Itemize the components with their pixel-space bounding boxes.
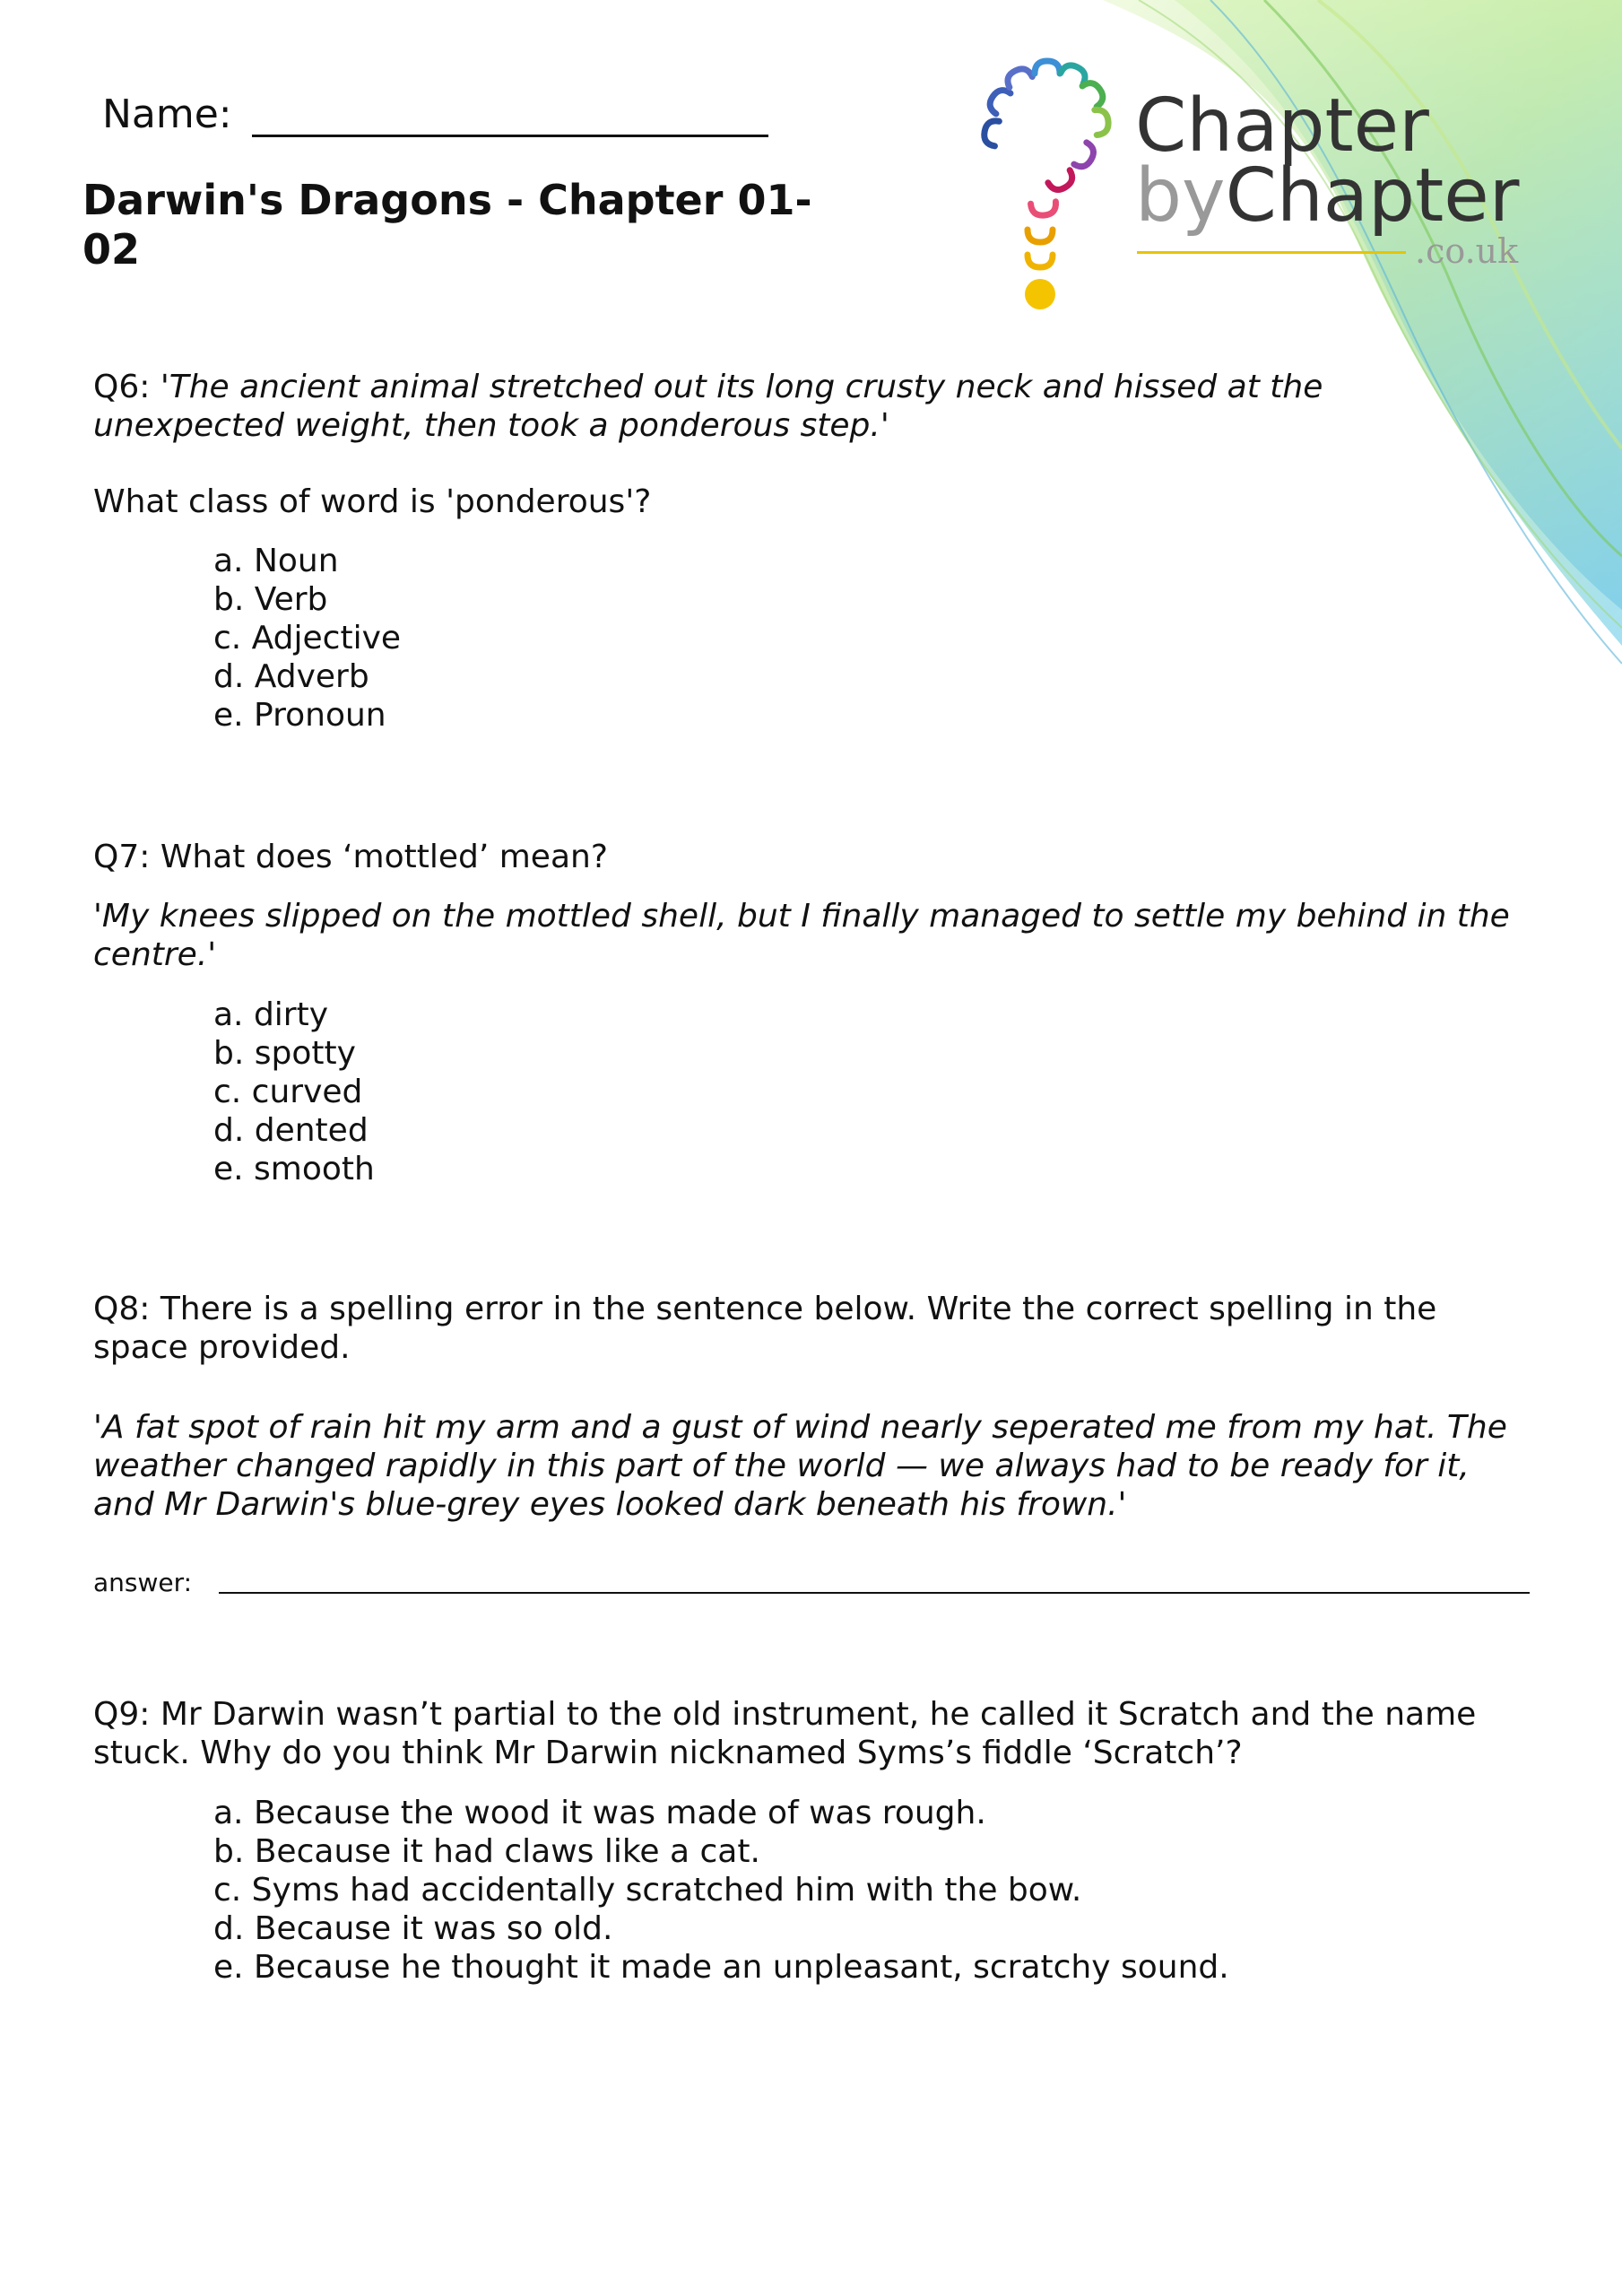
q8-quote-line-1: 'A fat spot of rain hit my arm and a gust of wind nearly seperated me from my hat. The bbox=[93, 1409, 1507, 1446]
q8-question bbox=[93, 1290, 1546, 1367]
q8-answer-field[interactable] bbox=[219, 1592, 1530, 1594]
q6-option-d[interactable]: d. Adverb bbox=[213, 658, 369, 695]
q6-option-a[interactable]: a. Noun bbox=[213, 543, 339, 579]
q6-label: Q6: bbox=[93, 369, 151, 405]
q7-quote bbox=[93, 897, 1546, 974]
q6-quote-start: 'The ancient animal stretched out its long crusty neck and hissed at the bbox=[160, 369, 1323, 405]
q8-answer-label: answer: bbox=[93, 1568, 193, 1597]
q9-option-a[interactable]: a. Because the wood it was made of was rough. bbox=[213, 1795, 986, 1831]
q6-prompt bbox=[93, 368, 1546, 445]
logo-chapter: Chapter bbox=[1225, 153, 1520, 239]
logo-line-1: Chapter bbox=[1135, 83, 1429, 169]
q7-quote-line-1: 'My knees slipped on the mottled shell, but I finally managed to settle my behind in the bbox=[93, 898, 1510, 935]
logo-wordmark bbox=[1135, 83, 1520, 239]
q9-option-b[interactable]: b. Because it had claws like a cat. bbox=[213, 1833, 760, 1870]
q9-question-line-2: stuck. Why do you think Mr Darwin nicknamed Syms’s fiddle ‘Scratch’? bbox=[93, 1735, 1243, 1771]
q6-options bbox=[213, 542, 401, 735]
q9-option-d[interactable]: d. Because it was so old. bbox=[213, 1910, 613, 1947]
q8-quote-line-3: and Mr Darwin's blue-grey eyes looked dark beneath his frown.' bbox=[93, 1486, 1127, 1523]
logo-line-2 bbox=[1135, 153, 1520, 239]
q9-option-c[interactable]: c. Syms had accidentally scratched him with the bow. bbox=[213, 1872, 1082, 1909]
q8-question-line-1: Q8: There is a spelling error in the sentence below. Write the correct spelling in the bbox=[93, 1291, 1437, 1327]
q8-question-line-2: space provided. bbox=[93, 1329, 351, 1366]
q7-option-d[interactable]: d. dented bbox=[213, 1112, 369, 1149]
q8-quote-line-2: weather changed rapidly in this part of the world — we always had to be ready for it, bbox=[93, 1448, 1470, 1484]
q7-quote-line-2: centre.' bbox=[93, 936, 217, 973]
q7-question: Q7: What does ‘mottled’ mean? bbox=[93, 839, 608, 875]
logo-by: by bbox=[1135, 153, 1226, 239]
q6-quote-line-2: unexpected weight, then took a ponderous step.' bbox=[93, 407, 889, 444]
name-label: Name: bbox=[102, 91, 232, 137]
q9-question bbox=[93, 1695, 1546, 1772]
logo-question-mark-icon bbox=[967, 52, 1123, 312]
q9-option-e[interactable]: e. Because he thought it made an unpleasant, scratchy sound. bbox=[213, 1949, 1229, 1986]
q6-quote-line-1 bbox=[93, 368, 1546, 406]
q6-question: What class of word is 'ponderous'? bbox=[93, 483, 652, 520]
q8-quote bbox=[93, 1408, 1546, 1524]
name-row bbox=[102, 88, 768, 137]
name-field[interactable] bbox=[252, 88, 768, 137]
q6-option-b[interactable]: b. Verb bbox=[213, 581, 328, 618]
page-title: Darwin's Dragons - Chapter 01-02 bbox=[82, 176, 812, 274]
q9-question-line-1: Q9: Mr Darwin wasn’t partial to the old instrument, he called it Scratch and the name bbox=[93, 1696, 1477, 1733]
q7-option-e[interactable]: e. smooth bbox=[213, 1151, 375, 1187]
logo-suffix: .co.uk bbox=[1415, 231, 1519, 271]
q7-option-c[interactable]: c. curved bbox=[213, 1074, 363, 1110]
q6-option-c[interactable]: c. Adjective bbox=[213, 620, 402, 657]
logo-underline bbox=[1137, 251, 1406, 254]
q9-options bbox=[213, 1794, 1229, 1987]
q7-options bbox=[213, 996, 375, 1188]
q7-option-a[interactable]: a. dirty bbox=[213, 996, 329, 1033]
q6-option-e[interactable]: e. Pronoun bbox=[213, 697, 386, 734]
q7-option-b[interactable]: b. spotty bbox=[213, 1035, 356, 1072]
